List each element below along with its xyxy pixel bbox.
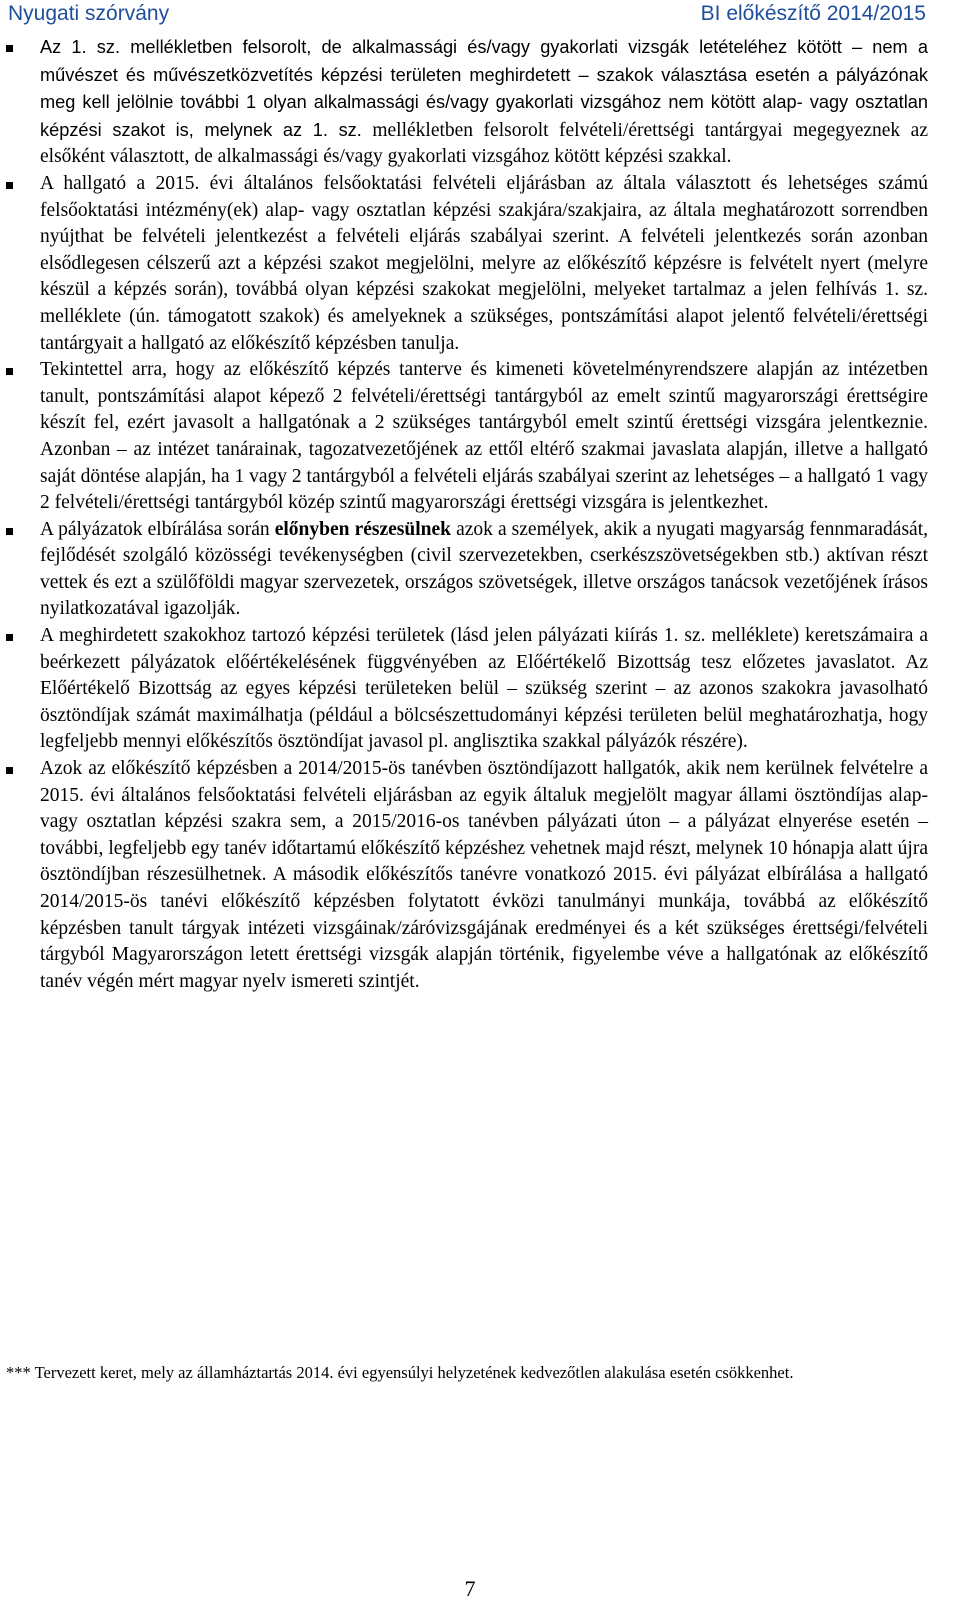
list-item (6, 34, 928, 171)
header-right-title: BI előkészítő 2014/2015 (700, 2, 926, 25)
list-item-text (40, 34, 928, 171)
list-item-text-serif: mellékletben felsorolt felvételi/érettségi tantárgyai megegyeznek az elsőként választott, de alkalmassági és/vagy gyakorlati vizsgához kötött képzési szakkal. (40, 119, 928, 168)
bullet-square-icon (6, 182, 13, 189)
bullet-square-icon (6, 368, 13, 375)
bullet-list (6, 34, 928, 995)
list-item-text-bold: előnyben részesülnek (274, 518, 451, 540)
footnote: *** Tervezett keret, mely az államháztartás 2014. évi egyensúlyi helyzetének kedvezőtlen alakulása esetén csökkenhet. (6, 1363, 794, 1382)
list-item-text: Azok az előkészítő képzésben a 2014/2015-ös tanévben ösztöndíjazott hallgatók, akik nem kerülnek felvételre a 2015. évi általános felsőoktatási felvételi eljárásban az egyik általuk megjelölt magyar állami ösztöndíjas alap- vagy osztatlan képzési szakra sem, a 2015/2016-os tanévben pályázati úton – a pályázat elnyerése esetén – további, legfeljebb egy tanév időtartamú előkészítő képzéshez vehetnek majd részt, melynek 10 hónapja alatt újra ösztöndíjban részesülhetnek. A második előkészítős tanévre vonatkozó 2015. évi pályázat elbírálása a hallgató 2014/2015-ös tanévi előkészítő képzésben folytatott évközi tanulmányi munkája, továbbá az előkészítő képzésben tanult tárgyak intézeti vizsgáinak/záróvizsgájának eredményei és a két szükséges érettségi/felvételi tárgyból Magyarországon letett érettségi vizsgák alapján történik, figyelembe véve a hallgatónak az előkészítő tanév végén mért magyar nyelv ismereti szintjét. (40, 758, 928, 992)
bullet-square-icon (6, 528, 13, 535)
page-header (8, 0, 926, 32)
bullet-square-icon (6, 45, 13, 52)
header-left-title: Nyugati szórvány (8, 2, 170, 25)
list-item-text (40, 517, 928, 623)
list-item-text-sans: Az 1. sz. mellékletben felsorolt, de alkalmassági és/vagy gyakorlati vizsgák letételéhez kötött – nem a művészet és művészetközvetítés képzési területen meghirdetett – szakok választása esetén a pályázónak meg kell jelölnie további 1 olyan alkalmassági és/vagy gyakorlati vizsgához nem kötött alap- vagy osztatlan képzési szakot is, melynek az 1. sz. (40, 37, 928, 140)
bullet-square-icon (6, 634, 13, 641)
list-item (6, 623, 928, 756)
bullet-square-icon (6, 767, 13, 774)
list-item (6, 756, 928, 995)
list-item (6, 357, 928, 517)
list-item-text: Tekintettel arra, hogy az előkészítő képzés tanterve és kimeneti követelményrendszere alapján az intézetben tanult, pontszámítási alapot képező 2 felvételi/érettségi tantárgyból az emelt szintű magyarországi érettségire készít fel, ezért javasolt a hallgatónak a 2 szükséges tantárgyból emelt szintű érettségi vizsgára jelentkeznie. Azonban – az intézet tanárainak, tagozatvezetőjének az ettől eltérő szakmai javaslata alapján, illetve a hallgató saját döntése alapján, ha 1 vagy 2 tantárgyból a felvételi eljárás szabályai szerint az lehetséges – a hallgató 1 vagy 2 felvételi/érettségi tantárgyból közép szintű magyarországi érettségi vizsgára is jelentkezhet. (40, 359, 928, 514)
list-item (6, 517, 928, 623)
list-item-text: A meghirdetett szakokhoz tartozó képzési területek (lásd jelen pályázati kiírás 1. sz. melléklete) keretszámaira a beérkezett pályázatok előértékelésének függvényében az Előértékelő Bizottság tesz előzetes javaslatot. Az Előértékelő Bizottság az egyes képzési területeken belül – szükség szerint – az azonos szakokra javasolható ösztöndíjak számát maximálhatja (például a bölcsészettudományi képzési területen belül meghatározhatja, hogy legfeljebb mennyi előkészítős ösztöndíjat javasol pl. anglisztika szakkal pályázók részére). (40, 625, 928, 753)
list-item-text-post: azok a személyek, akik a nyugati magyarság fennmaradását, fejlődését szolgáló közösségi tevékenységben (civil szervezetekben, cserkészszövetségekben stb.) aktívan részt vettek és ezt a szülőföldi magyar szervezetek, országos szövetségek, illetve országos tanácsok vezetőjének írásos nyilatkozatával igazolják. (40, 518, 928, 620)
list-item (6, 171, 928, 357)
list-item-text: A hallgató a 2015. évi általános felsőoktatási felvételi eljárásban az általa választott és lehetséges számú felsőoktatási intézmény(ek) alap- vagy osztatlan képzési szakjára/szakjaira, az általa meghatározott sorrendben nyújthat be felvételi jelentkezést a felvételi eljárás szabályai szerint. A felvételi jelentkezés során azonban elsődlegesen célszerű azt a képzési szakot megjelölni, melyre az előkészítő képzésre is felvételt nyert (melyre készül a képzés során), továbbá olyan képzési szakokat megjelölni, melyeket tartalmaz a jelen felhívás 1. sz. melléklete (ún. támogatott szakok) és amelyeknek a szükséges, pontszámítási alapot jelentő felvételi/érettségi tantárgyait a hallgató az előkészítő képzésben tanulja. (40, 172, 928, 354)
list-item-text-pre: A pályázatok elbírálása során (40, 518, 275, 540)
page-number: 7 (464, 1576, 476, 1601)
